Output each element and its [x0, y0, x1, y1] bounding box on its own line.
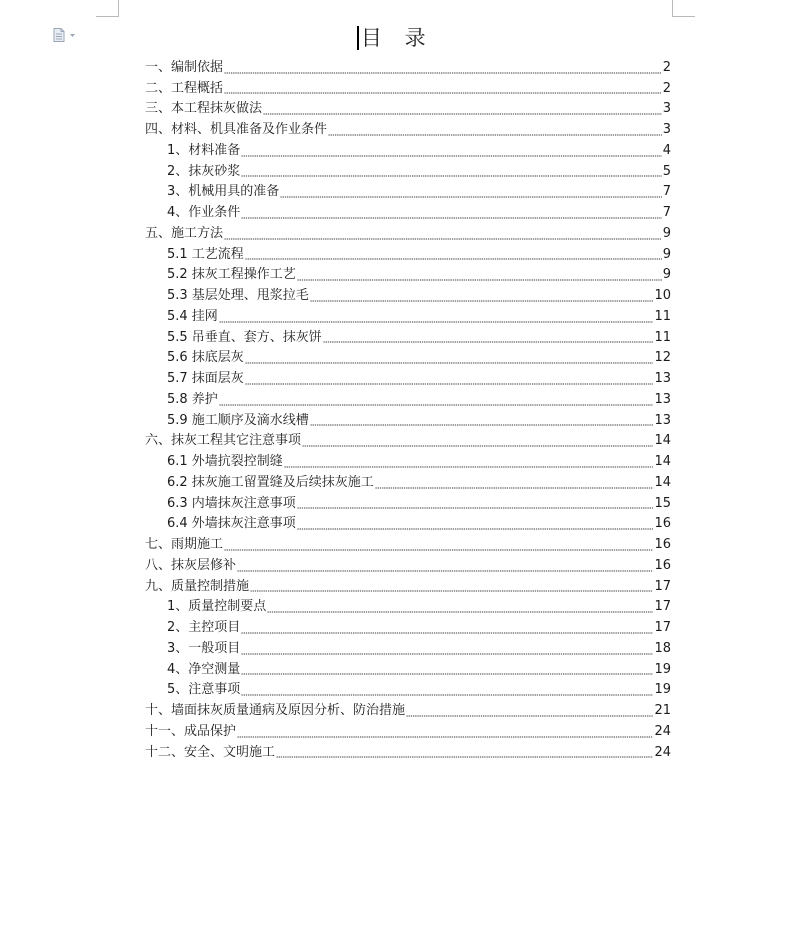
toc-entry-title[interactable]: 6.2 抹灰施工留置缝及后续抹灰施工	[167, 474, 374, 490]
toc-entry[interactable]	[167, 328, 671, 349]
toc-dot-leader	[245, 244, 662, 260]
toc-entry-title[interactable]: 1、质量控制要点	[167, 599, 267, 615]
toc-entry-title[interactable]: 五、施工方法	[145, 225, 224, 241]
toc-page-number[interactable]: 14	[654, 433, 671, 449]
toc-entry-title[interactable]: 2、主控项目	[167, 620, 241, 636]
toc-entry[interactable]	[167, 618, 671, 639]
toc-dot-leader	[245, 348, 654, 364]
toc-entry-title[interactable]: 4、作业条件	[167, 205, 241, 221]
toc-entry-title[interactable]: 6.4 外墙抹灰注意事项	[167, 516, 296, 532]
toc-entry-title[interactable]: 5、注意事项	[167, 682, 241, 698]
toc-entry[interactable]	[167, 307, 671, 328]
toc-page-number[interactable]: 21	[654, 703, 671, 719]
toc-dot-leader	[302, 431, 653, 447]
toc-page-number[interactable]: 16	[654, 516, 671, 532]
toc-page-number[interactable]: 24	[654, 744, 671, 760]
toc-dot-leader	[250, 576, 653, 592]
toc-entry[interactable]	[167, 349, 671, 370]
toc-entry[interactable]	[167, 369, 671, 390]
toc-page-number[interactable]: 17	[654, 578, 671, 594]
toc-entry[interactable]	[167, 473, 671, 494]
toc-entry[interactable]	[167, 390, 671, 411]
toc-dot-leader	[310, 410, 654, 426]
toc-entry-title[interactable]: 十一、成品保护	[145, 723, 237, 739]
toc-dot-leader	[297, 265, 662, 281]
toc-dot-leader	[224, 58, 662, 74]
toc-dot-leader	[245, 369, 654, 385]
toc-page-number[interactable]: 4	[662, 142, 671, 158]
toc-page-number[interactable]: 16	[654, 557, 671, 573]
toc-entry[interactable]	[167, 203, 671, 224]
toc-entry-title[interactable]: 4、净空测量	[167, 661, 241, 677]
toc-dot-leader	[241, 161, 661, 177]
toc-dot-leader	[310, 286, 654, 302]
toc-entry-title[interactable]: 1、材料准备	[167, 142, 241, 158]
toc-page-number[interactable]: 19	[654, 682, 671, 698]
toc-entry[interactable]	[145, 556, 671, 577]
toc-title-text: 目 录	[360, 26, 434, 50]
toc-page-number[interactable]: 2	[662, 80, 671, 96]
toc-dot-leader	[323, 327, 654, 343]
toc-entry-title[interactable]: 九、质量控制措施	[145, 578, 250, 594]
toc-dot-leader	[297, 514, 654, 530]
toc-entry-title[interactable]: 二、工程概括	[145, 80, 224, 96]
toc-page-number[interactable]: 3	[662, 122, 671, 138]
toc-dot-leader	[406, 701, 653, 717]
toc-entry[interactable]	[145, 58, 671, 79]
toc-page-number[interactable]: 9	[662, 225, 671, 241]
toc-entry-title[interactable]: 5.1 工艺流程	[167, 246, 244, 262]
toc-dot-leader	[276, 742, 653, 758]
toc-entry-title[interactable]: 5.2 抹灰工程操作工艺	[167, 267, 296, 283]
toc-entry-title[interactable]: 十二、安全、文明施工	[145, 744, 276, 760]
toc-page-number[interactable]: 18	[654, 640, 671, 656]
toc-page-number[interactable]: 19	[654, 661, 671, 677]
toc-dot-leader	[328, 120, 662, 136]
toc-page-number[interactable]: 17	[654, 599, 671, 615]
toc-entry-title[interactable]: 七、雨期施工	[145, 537, 224, 553]
toc-page-number[interactable]: 3	[662, 101, 671, 117]
toc-page-number[interactable]: 24	[654, 723, 671, 739]
toc-dot-leader	[224, 535, 653, 551]
toc-dot-leader	[284, 452, 654, 468]
toc-entry-title[interactable]: 5.6 抹底层灰	[167, 350, 244, 366]
toc-entry[interactable]	[167, 286, 671, 307]
toc-dot-leader	[224, 78, 662, 94]
toc-entry-title[interactable]: 6.1 外墙抗裂控制缝	[167, 454, 283, 470]
toc-entry[interactable]	[167, 660, 671, 681]
toc-page-number[interactable]: 11	[654, 308, 671, 324]
toc-entry-title[interactable]: 十、墙面抹灰质量通病及原因分析、防治措施	[145, 703, 406, 719]
toc-entry[interactable]	[145, 577, 671, 598]
toc-entry[interactable]	[145, 722, 671, 743]
toc-page-number[interactable]: 14	[654, 454, 671, 470]
toc-entry[interactable]	[167, 162, 671, 183]
toc-page-number[interactable]: 7	[662, 205, 671, 221]
toc-entry-title[interactable]: 5.5 吊垂直、套方、抹灰饼	[167, 329, 322, 345]
toc-dot-leader	[263, 99, 662, 115]
toc-entry-title[interactable]: 6.3 内墙抹灰注意事项	[167, 495, 296, 511]
toc-page-number[interactable]: 2	[662, 59, 671, 75]
toc-entry-title[interactable]: 四、材料、机具准备及作业条件	[145, 122, 328, 138]
toc-entry-title[interactable]: 八、抹灰层修补	[145, 557, 237, 573]
toc-entry[interactable]	[145, 79, 671, 100]
toc-entry[interactable]	[167, 183, 671, 204]
toc-page-number[interactable]: 11	[654, 329, 671, 345]
toc-dot-leader	[241, 141, 661, 157]
toc-entry[interactable]	[145, 701, 671, 722]
toc-entry[interactable]	[145, 120, 671, 141]
toc-entry[interactable]	[145, 224, 671, 245]
toc-entry-title[interactable]: 5.3 基层处理、甩浆拉毛	[167, 288, 309, 304]
toc-page-number[interactable]: 5	[662, 163, 671, 179]
toc-page-number[interactable]: 7	[662, 184, 671, 200]
toc-page-number[interactable]: 9	[662, 246, 671, 262]
toc-page-number[interactable]: 15	[654, 495, 671, 511]
toc-page-number[interactable]: 13	[654, 391, 671, 407]
toc-entry[interactable]	[167, 494, 671, 515]
toc-entry[interactable]	[167, 639, 671, 660]
toc-dot-leader	[219, 390, 654, 406]
toc-title	[0, 22, 791, 52]
toc-entry[interactable]	[167, 598, 671, 619]
toc-dot-leader	[237, 722, 653, 738]
toc-dot-leader	[280, 182, 661, 198]
toc-page-number[interactable]: 13	[654, 371, 671, 387]
toc-entry-title[interactable]: 六、抹灰工程其它注意事项	[145, 433, 302, 449]
page-crop-mark-top-right	[672, 0, 695, 17]
toc-entry[interactable]	[145, 743, 671, 764]
toc-entry-title[interactable]: 一、编制依据	[145, 59, 224, 75]
toc-dot-leader	[375, 473, 654, 489]
toc-dot-leader	[241, 203, 661, 219]
toc-page-number[interactable]: 14	[654, 474, 671, 490]
toc-dot-leader	[297, 493, 654, 509]
toc-entry[interactable]	[145, 100, 671, 121]
toc-entry-title[interactable]: 3、一般项目	[167, 640, 241, 656]
page-crop-mark-top-left	[96, 0, 119, 17]
toc-entry-title[interactable]: 3、机械用具的准备	[167, 184, 280, 200]
toc-entry[interactable]	[167, 141, 671, 162]
toc-entry[interactable]	[167, 452, 671, 473]
toc-entry[interactable]	[167, 245, 671, 266]
toc-entry[interactable]	[167, 681, 671, 702]
toc-dot-leader	[241, 680, 653, 696]
toc-entry-title[interactable]: 5.4 挂网	[167, 308, 218, 324]
toc-entry-title[interactable]: 5.9 施工顺序及滴水线槽	[167, 412, 309, 428]
toc-entry[interactable]	[167, 266, 671, 287]
toc-dot-leader	[224, 224, 662, 240]
toc-page-number[interactable]: 16	[654, 537, 671, 553]
toc-dot-leader	[219, 307, 654, 323]
toc-page-number[interactable]: 12	[654, 350, 671, 366]
toc-entry[interactable]	[167, 411, 671, 432]
toc-entry[interactable]	[145, 432, 671, 453]
toc-entry[interactable]	[145, 535, 671, 556]
toc-dot-leader	[267, 597, 653, 613]
toc-dot-leader	[241, 639, 653, 655]
text-cursor	[357, 26, 359, 50]
toc-entry-title[interactable]: 2、抹灰砂浆	[167, 163, 241, 179]
toc-page-number[interactable]: 17	[654, 620, 671, 636]
toc-dot-leader	[241, 659, 653, 675]
toc-dot-leader	[241, 618, 653, 634]
toc-page-number[interactable]: 9	[662, 267, 671, 283]
toc-entry[interactable]	[167, 515, 671, 536]
toc-entry-title[interactable]: 5.8 养护	[167, 391, 218, 407]
toc-page-number[interactable]: 13	[654, 412, 671, 428]
toc-dot-leader	[237, 556, 653, 572]
toc-entry-title[interactable]: 三、本工程抹灰做法	[145, 101, 263, 117]
toc-page-number[interactable]: 10	[654, 288, 671, 304]
toc-entry-title[interactable]: 5.7 抹面层灰	[167, 371, 244, 387]
